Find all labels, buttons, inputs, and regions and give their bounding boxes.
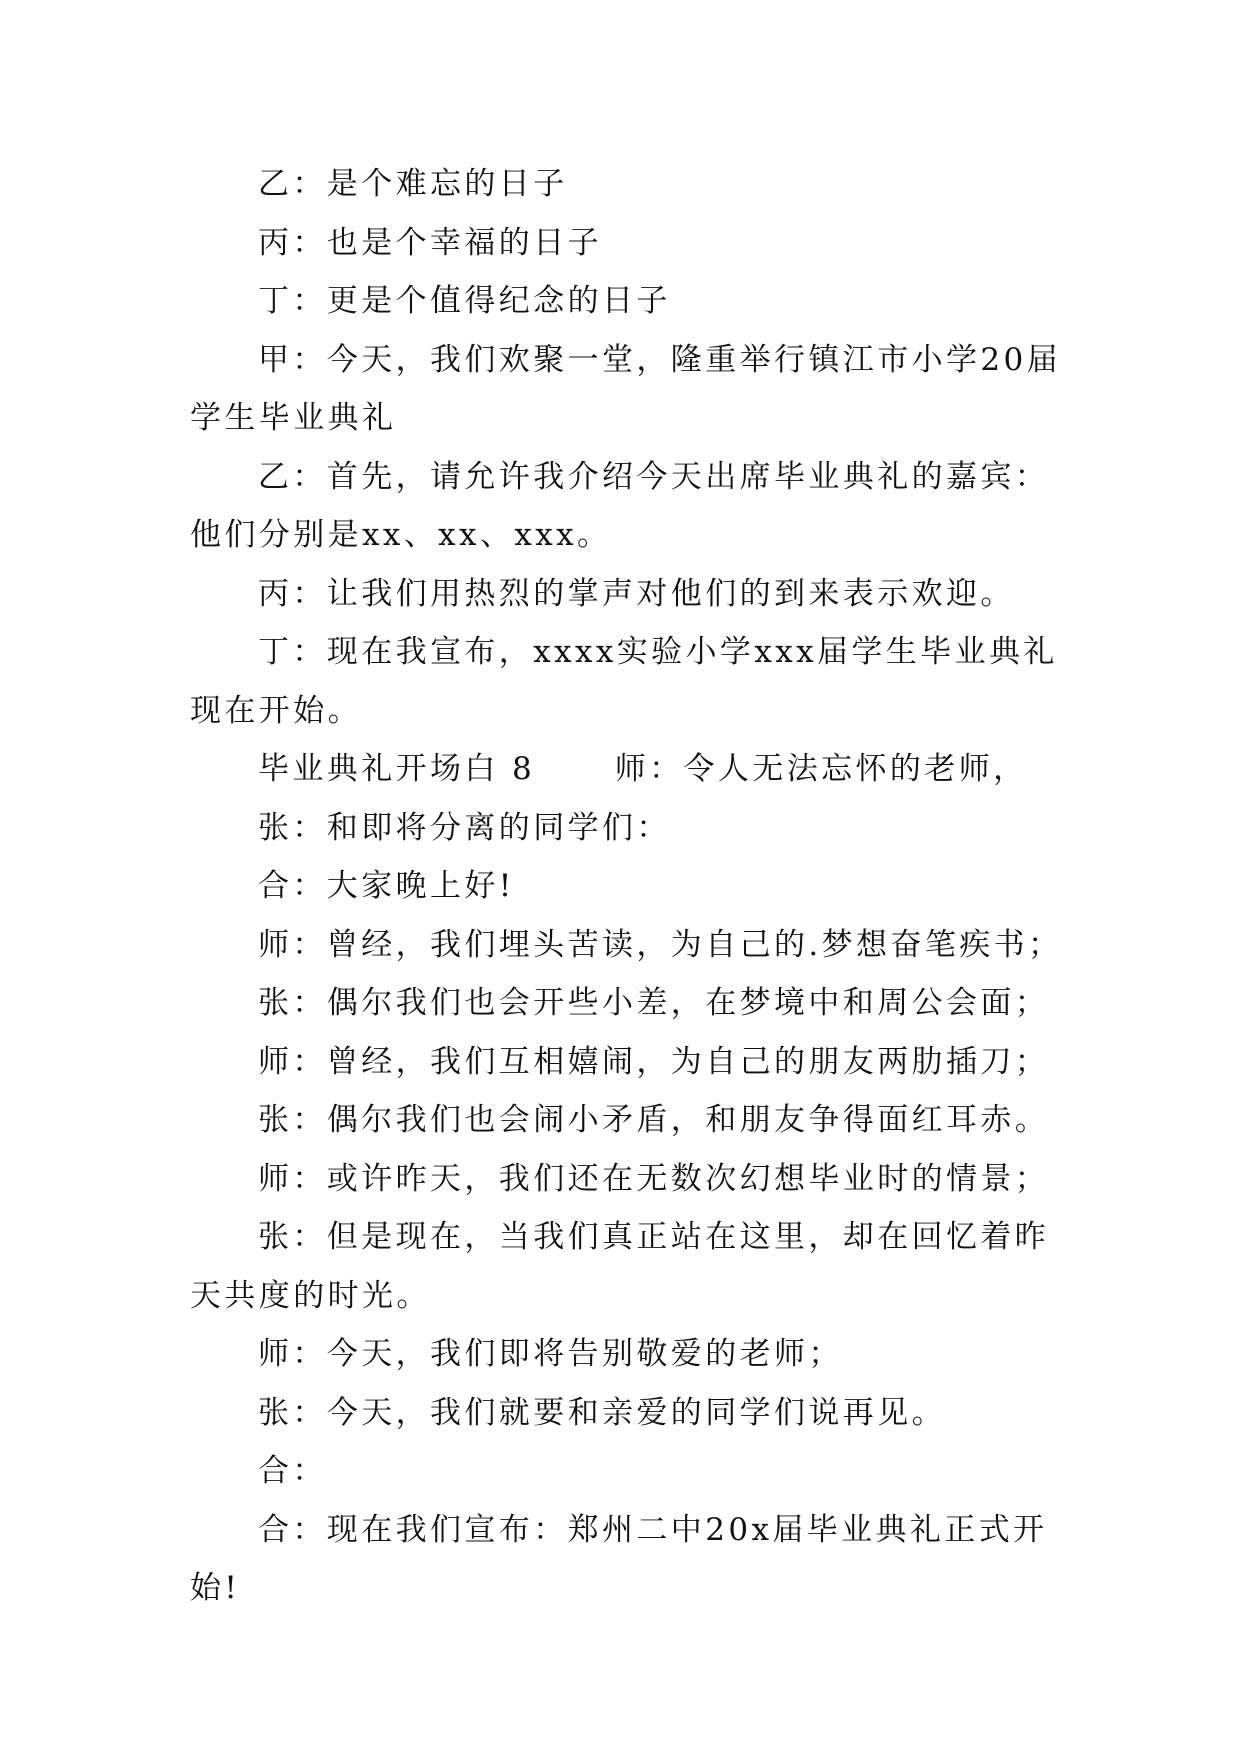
paragraph: 合：	[258, 1453, 327, 1489]
section-heading-paragraph: 毕业典礼开场白 8 师：令人无法忘怀的老师，	[258, 751, 1028, 787]
paragraph: 师：曾经，我们互相嬉闹，为自己的朋友两肋插刀；	[258, 1043, 1050, 1080]
paragraph: 甲：今天，我们欢聚一堂，隆重举行镇江市小学20届学生毕业典礼	[190, 341, 1062, 436]
paragraph: 张：但是现在，当我们真正站在这里，却在回忆着昨天共度的时光。	[190, 1219, 1050, 1314]
paragraph: 师：或许昨天，我们还在无数次幻想毕业时的情景；	[258, 1160, 1050, 1197]
paragraph: 张：偶尔我们也会闹小矛盾，和朋友争得面红耳赤。	[258, 1102, 1050, 1138]
paragraph: 丙：让我们用热烈的掌声对他们的到来表示欢迎。	[258, 575, 1015, 612]
document-body	[190, 155, 1065, 1618]
paragraph: 乙：是个难忘的日子	[258, 166, 568, 202]
paragraph: 张：和即将分离的同学们：	[258, 809, 671, 846]
paragraph: 师：曾经，我们埋头苦读，为自己的.梦想奋笔疾书；	[258, 926, 1063, 963]
paragraph: 丁：更是个值得纪念的日子	[258, 283, 671, 319]
paragraph: 张：今天，我们就要和亲爱的同学们说再见。	[258, 1394, 946, 1431]
paragraph: 乙：首先，请允许我介绍今天出席毕业典礼的嘉宾：他们分别是xx、xx、xxx。	[190, 458, 1050, 553]
paragraph: 师：今天，我们即将告别敬爱的老师；	[258, 1336, 843, 1372]
paragraph: 张：偶尔我们也会开些小差，在梦境中和周公会面；	[258, 985, 1050, 1021]
paragraph: 合：现在我们宣布：郑州二中20x届毕业典礼正式开始!	[190, 1511, 1048, 1606]
paragraph: 丁：现在我宣布，xxxx实验小学xxx届学生毕业典礼现在开始。	[190, 634, 1058, 729]
paragraph: 丙：也是个幸福的日子	[258, 224, 602, 261]
paragraph: 合：大家晚上好!	[258, 868, 515, 904]
